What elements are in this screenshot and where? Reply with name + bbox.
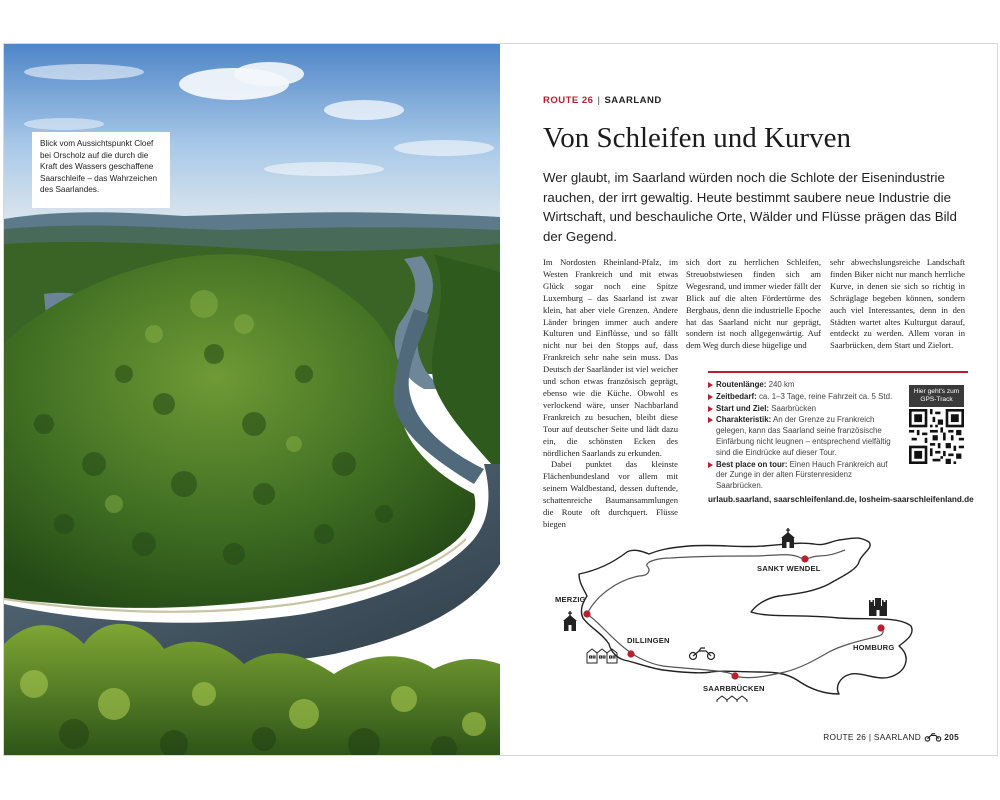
body-paragraph: sehr abwechslungsreiche Landschaft finden Biker nicht nur manch herrliche Kurve, in denen sie sich so richtig in Schräglage begeben können, sondern auch viel Interessantes, denn in den Städten wartet altes Kulturgut darauf, entdeckt zu werden. Allem voran in Saarbrücken, dem Start und Zielort. xyxy=(830,257,965,351)
map-label-dillingen: DILLINGEN xyxy=(627,636,670,645)
region-name: SAARLAND xyxy=(604,95,662,106)
info-route-length: Routenlänge: 240 km xyxy=(708,380,900,391)
motorcycle-icon xyxy=(690,648,715,660)
motorcycle-icon xyxy=(924,733,942,742)
map-label-merzig: MERZIG xyxy=(555,595,586,604)
kicker-separator: | xyxy=(597,95,601,106)
page-footer xyxy=(823,732,959,742)
body-paragraph: sich dort zu herrlichen Schleifen, Streuobstwiesen finden sich am Wegesrand, und immer wieder fällt der Blick auf die alten Fördertürme des Bergbaus, denn die industrielle Epoche hat das Saarland nicht nur geprägt, sondern ist noch allgegenwärtig. Auf dem Weg durch diese hügelige und xyxy=(686,257,821,351)
gps-track-label: Hier geht's zum GPS-Track xyxy=(909,385,964,407)
info-character: Charakteristik: An der Grenze zu Frankreich gelegen, kann das Saarland seine französische Einfärbung nicht leugnen – entsprechend vielfältig sind die Eindrücke auf dieser Tour. xyxy=(708,415,900,458)
article-title: Von Schleifen und Kurven xyxy=(543,122,851,154)
map-label-sankt-wendel: SANKT WENDEL xyxy=(757,564,821,573)
lead-paragraph: Wer glaubt, im Saarland würden noch die Schlote der Eisenindustrie rauchen, der irrt gewaltig. Heute bestimmt saubere neue Industrie die Wirtschaft, und beschauliche Orte, Wälder und Flüsse prägen das Bild der Gegend. xyxy=(543,170,957,244)
gps-track-block[interactable] xyxy=(909,385,964,464)
book-spread xyxy=(3,43,998,756)
map-label-saarbruecken: SAARBRÜCKEN xyxy=(703,684,765,693)
saarschleife-photo xyxy=(4,44,500,755)
church-icon xyxy=(781,528,795,548)
body-column-1 xyxy=(543,257,678,531)
body-paragraph: Im Nordosten Rheinland-Pfalz, im Westen Frankreich und mit etwas Glück sogar noch eine Spitze Luxemburg – das Saarland ist zwar klein, hat aber viele Grenzen. Andere Länder bringen immer auch andere Kulturen und Einflüsse, und so fällt nicht nur bei den Stopps auf, dass Frankreich sehr nahe sein muss. Das Deutsch der Saarländer ist viel weicher und schon etwas französisch geprägt, ebenso wie die Küche. Obwohl es verlockend wäre, unser Nachbarland Frankreich zu besuchen, bleibt diese Tour auf deutscher Seite und lädt dazu ein, die schönsten Ecken des nördlichen Saarlands zu erkunden. xyxy=(543,257,678,458)
map-label-homburg: HOMBURG xyxy=(853,643,895,652)
qr-code-icon[interactable] xyxy=(909,409,964,464)
route-map xyxy=(539,522,969,702)
castle-icon xyxy=(869,598,887,616)
houses-icon xyxy=(717,696,747,702)
info-duration: Zeitbedarf: ca. 1–3 Tage, reine Fahrzeit ca. 5 Std. xyxy=(708,392,900,403)
route-kicker xyxy=(543,95,662,106)
info-best-place: Best place on tour: Einen Hauch Frankreich auf der Zunge in der alten Fürstenresidenz Saarbrücken. xyxy=(708,460,900,492)
body-column-2 xyxy=(686,257,821,352)
text-page xyxy=(501,44,997,755)
body-paragraph: Dabei punktet das kleinste Flächenbundesland vor allem mit seinem Waldbestand, dessen duftende, schattenreiche Baumansammlungen die Route oft durchquert. Flüsse biegen xyxy=(543,459,678,529)
footer-separator: | xyxy=(868,731,872,742)
footer-route: ROUTE 26 xyxy=(823,731,867,742)
body-column-3 xyxy=(830,257,965,352)
footer-region: SAARLAND xyxy=(873,731,922,742)
website-links[interactable]: urlaub.saarland, saarschleifenland.de, losheim-saarschleifenland.de xyxy=(708,495,974,504)
route-number: ROUTE 26 xyxy=(543,95,594,106)
page-number: 205 xyxy=(944,731,959,742)
photo-caption: Blick vom Aussichtspunkt Cloef bei Orscholz auf die durch die Kraft des Wassers geschaffene Saarschleife – das Wahrzeichen des Saarlandes. xyxy=(32,132,170,208)
info-start-end: Start und Ziel: Saarbrücken xyxy=(708,404,900,415)
church-icon xyxy=(563,611,577,631)
